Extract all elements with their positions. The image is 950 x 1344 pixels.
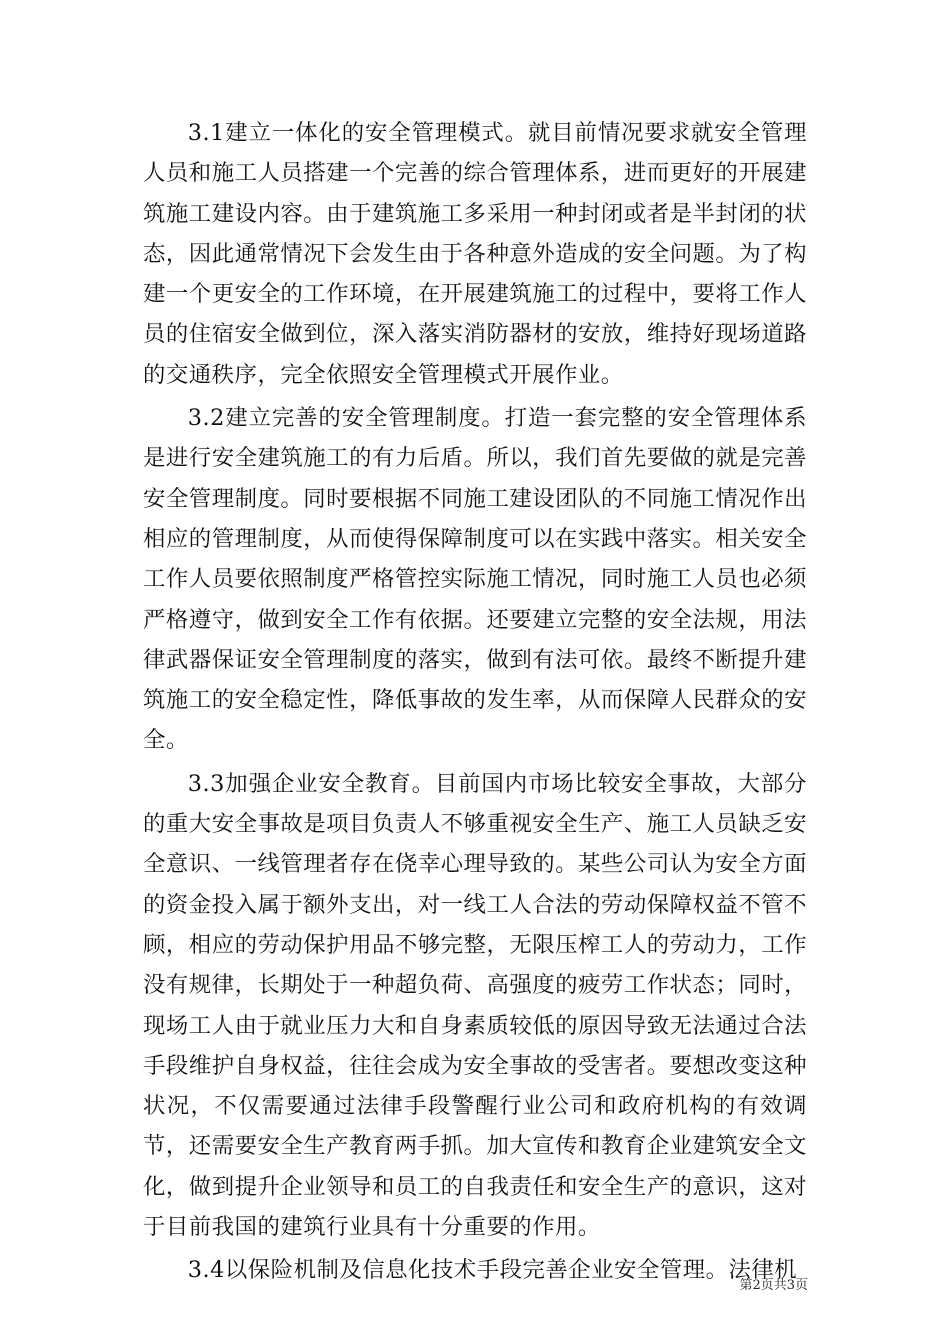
paragraph-3-1: 3.1建立一体化的安全管理模式。就目前情况要求就安全管理人员和施工人员搭建一个完善的综合管理体系，进而更好的开展建筑施工建设内容。由于建筑施工多采用一种封闭或者是半封闭的状态，因此通常情况下会发生由于各种意外造成的安全问题。为了构建一个更安全的工作环境，在开展建筑施工的过程中，要将工作人员的住宿安全做到位，深入落实消防器材的安放，维持好现场道路的交通秩序，完全依照安全管理模式开展作业。 xyxy=(143,120,807,388)
paragraph-3-2: 3.2建立完善的安全管理制度。打造一套完整的安全管理体系是进行安全建筑施工的有力后盾。所以，我们首先要做的就是完善安全管理制度。同时要根据不同施工建设团队的不同施工情况作出相应的管理制度，从而使得保障制度可以在实践中落实。相关安全工作人员要依照制度严格管控实际施工情况，同时施工人员也必须严格遵守，做到安全工作有依据。还要建立完整的安全法规，用法律武器保证安全管理制度的落实，做到有法可依。最终不断提升建筑施工的安全稳定性，降低事故的发生率，从而保障人民群众的安全。 xyxy=(143,405,807,754)
document-body xyxy=(143,113,807,1291)
page-number-footer: 第2页共3页 xyxy=(739,1278,808,1293)
paragraph-3-4: 3.4以保险机制及信息化技术手段完善企业安全管理。法律机 xyxy=(187,1257,798,1284)
paragraph-3-3: 3.3加强企业安全教育。目前国内市场比较安全事故，大部分的重大安全事故是项目负责人不够重视安全生产、施工人员缺乏安全意识、一线管理者存在侥幸心理导致的。某些公司认为安全方面的资金投入属于额外支出，对一线工人合法的劳动保障权益不管不顾，相应的劳动保护用品不够完整，无限压榨工人的劳动力，工作没有规律，长期处于一种超负荷、高强度的疲劳工作状态；同时，现场工人由于就业压力大和自身素质较低的原因导致无法通过合法手段维护自身权益，往往会成为安全事故的受害者。要想改变这种状况，不仅需要通过法律手段警醒行业公司和政府机构的有效调节，还需要安全生产教育两手抓。加大宣传和教育企业建筑安全文化，做到提升企业领导和员工的自我责任和安全生产的意识，这对于目前我国的建筑行业具有十分重要的作用。 xyxy=(143,770,807,1241)
